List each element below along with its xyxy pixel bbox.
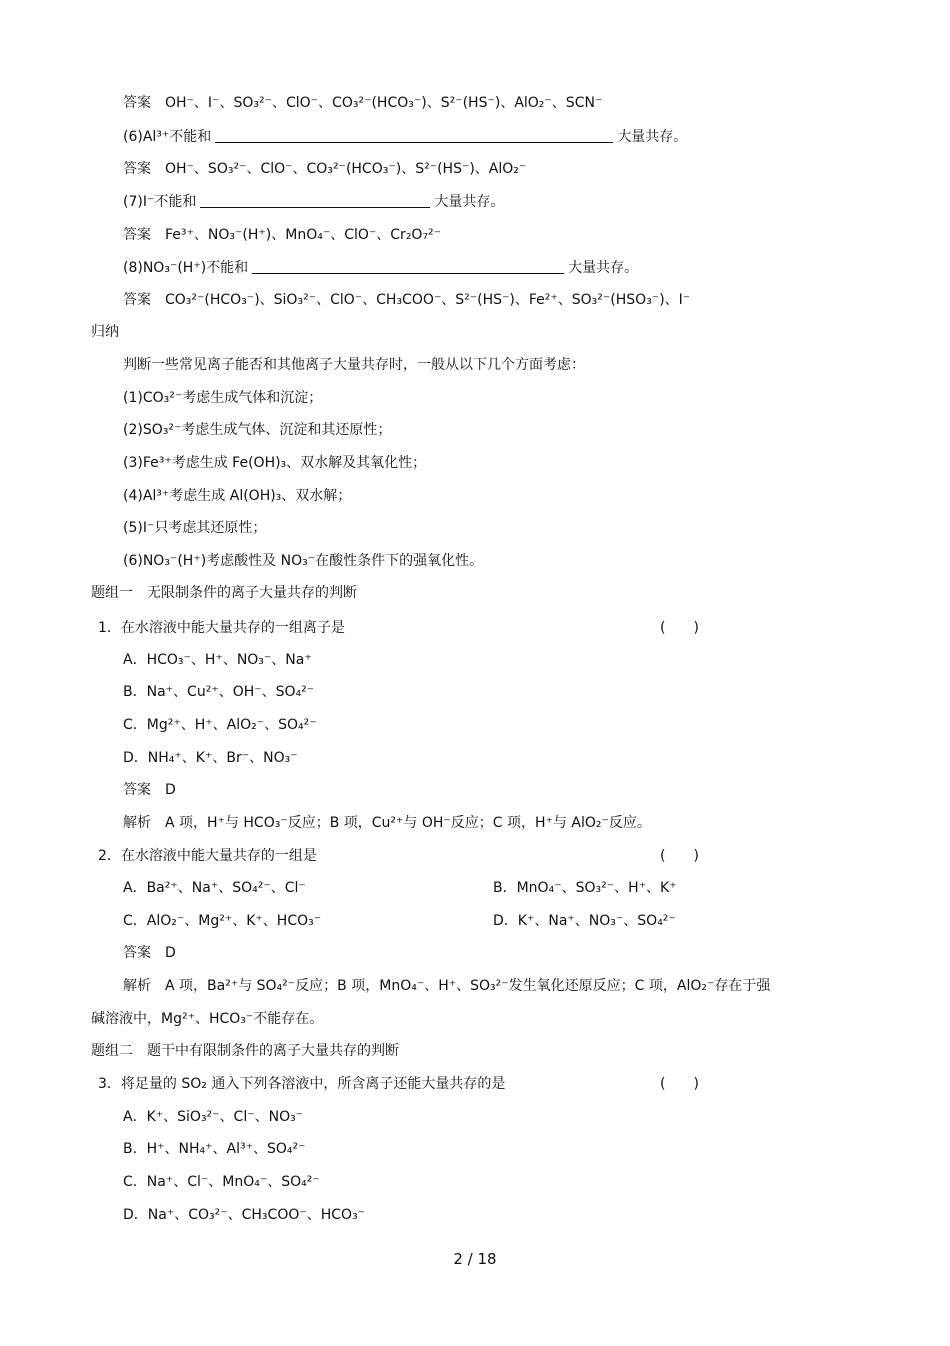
q1-answer: 答案 D [123,782,176,798]
q2-option-b: B．MnO₄⁻、SO₃²⁻、H⁺、K⁺ [493,880,677,896]
question-7-line [123,192,504,212]
q2-explanation-1: 解析 A 项，Ba²⁺与 SO₄²⁻反应；B 项，MnO₄⁻、H⁺、SO₃²⁻发生氧化还原反应；C 项，AlO₂⁻存在于强 [123,978,771,994]
question-7-prefix: (7)I⁻不能和 [123,194,197,210]
answer-paren: ( ) [660,1076,699,1092]
question-2-stem: 2．在水溶液中能大量共存的一组是 [98,848,317,864]
summary-item-1: (1)CO₃²⁻考虑生成气体和沉淀； [123,390,323,406]
question-7-suffix: 大量共存。 [434,194,505,210]
q3-option-d: D．Na⁺、CO₃²⁻、CH₃COO⁻、HCO₃⁻ [123,1207,366,1223]
answer-line-5: 答案 OH⁻、I⁻、SO₃²⁻、ClO⁻、CO₃²⁻(HCO₃⁻)、S²⁻(HS⁻)、AlO₂⁻、SCN⁻ [123,95,603,111]
q2-answer: 答案 D [123,945,176,961]
q1-option-b: B．Na⁺、Cu²⁺、OH⁻、SO₄²⁻ [123,684,315,700]
q2-explanation-2: 碱溶液中，Mg²⁺、HCO₃⁻不能存在。 [91,1011,324,1027]
summary-item-4: (4)Al³⁺考虑生成 Al(OH)₃、双水解； [123,488,352,504]
q2-option-c: C．AlO₂⁻、Mg²⁺、K⁺、HCO₃⁻ [123,913,322,929]
group-heading-2: 题组二 题干中有限制条件的离子大量共存的判断 [91,1043,399,1059]
answer-paren: ( ) [660,848,699,864]
q1-option-a: A．HCO₃⁻、H⁺、NO₃⁻、Na⁺ [123,652,312,668]
answer-line-6: 答案 OH⁻、SO₃²⁻、ClO⁻、CO₃²⁻(HCO₃⁻)、S²⁻(HS⁻)、AlO₂⁻ [123,161,527,177]
summary-intro: 判断一些常见离子能否和其他离子大量共存时，一般从以下几个方面考虑： [123,357,585,373]
summary-item-3: (3)Fe³⁺考虑生成 Fe(OH)₃、双水解及其氧化性； [123,455,427,471]
section-heading-summary: 归纳 [91,324,119,340]
question-8-suffix: 大量共存。 [568,260,639,276]
fill-blank [200,193,430,208]
fill-blank [215,128,613,143]
summary-item-2: (2)SO₃²⁻考虑生成气体、沉淀和其还原性； [123,422,392,438]
question-8-prefix: (8)NO₃⁻(H⁺)不能和 [123,260,249,276]
page-number: 2 / 18 [453,1250,497,1268]
q1-explanation: 解析 A 项，H⁺与 HCO₃⁻反应；B 项，Cu²⁺与 OH⁻反应；C 项，H⁺与 AlO₂⁻反应。 [123,815,651,831]
q3-option-b: B．H⁺、NH₄⁺、Al³⁺、SO₄²⁻ [123,1141,306,1157]
answer-paren: ( ) [660,620,699,636]
question-8-line [123,258,638,278]
question-6-line [123,127,687,147]
q3-option-c: C．Na⁺、Cl⁻、MnO₄⁻、SO₄²⁻ [123,1174,320,1190]
summary-item-5: (5)I⁻只考虑其还原性； [123,520,267,536]
fill-blank [252,259,564,274]
question-1-stem: 1．在水溶液中能大量共存的一组离子是 [98,620,345,636]
answer-line-7: 答案 Fe³⁺、NO₃⁻(H⁺)、MnO₄⁻、ClO⁻、Cr₂O₇²⁻ [123,227,442,243]
group-heading-1: 题组一 无限制条件的离子大量共存的判断 [91,585,357,601]
q1-option-d: D．NH₄⁺、K⁺、Br⁻、NO₃⁻ [123,750,298,766]
question-6-prefix: (6)Al³⁺不能和 [123,129,212,145]
question-3-stem: 3．将足量的 SO₂ 通入下列各溶液中，所含离子还能大量共存的是 [98,1076,506,1092]
answer-line-8: 答案 CO₃²⁻(HCO₃⁻)、SiO₃²⁻、ClO⁻、CH₃COO⁻、S²⁻(HS⁻)、Fe²⁺、SO₃²⁻(HSO₃⁻)、I⁻ [123,292,691,308]
q3-option-a: A．K⁺、SiO₃²⁻、Cl⁻、NO₃⁻ [123,1109,304,1125]
q2-option-a: A．Ba²⁺、Na⁺、SO₄²⁻、Cl⁻ [123,880,306,896]
q2-option-d: D．K⁺、Na⁺、NO₃⁻、SO₄²⁻ [493,913,676,929]
summary-item-6: (6)NO₃⁻(H⁺)考虑酸性及 NO₃⁻在酸性条件下的强氧化性。 [123,553,484,569]
q1-option-c: C．Mg²⁺、H⁺、AlO₂⁻、SO₄²⁻ [123,717,317,733]
question-6-suffix: 大量共存。 [617,129,688,145]
